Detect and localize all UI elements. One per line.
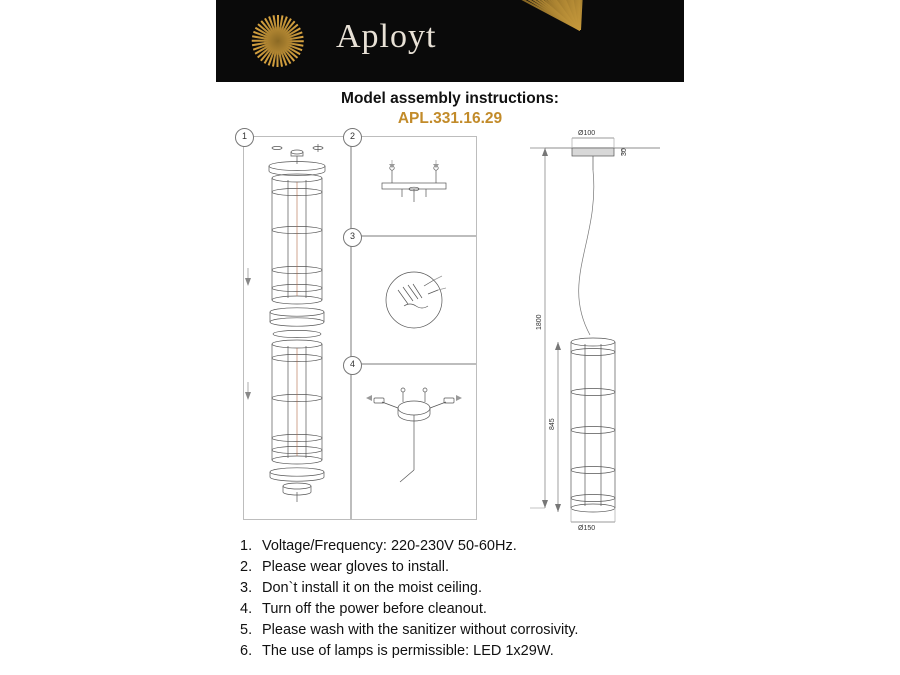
step-number-4: 4 — [343, 356, 362, 375]
dim-shade-diameter: Ø150 — [578, 525, 596, 530]
dimensioned-elevation — [530, 138, 660, 522]
step-number-2: 2 — [343, 128, 362, 147]
list-item-text: Don`t install it on the moist ceiling. — [262, 580, 483, 596]
dim-total-height: 1800 — [536, 314, 543, 330]
dim-shade-height: 845 — [549, 418, 556, 430]
page-title: Model assembly instructions: — [341, 90, 559, 107]
list-item — [240, 620, 760, 641]
list-item-text: Please wash with the sanitizer without corrosivity. — [262, 622, 579, 638]
technical-drawing — [0, 130, 900, 530]
list-item — [240, 557, 760, 578]
list-item-number: 6. — [240, 643, 253, 659]
list-item-text: The use of lamps is permissible: LED 1x29W. — [262, 643, 554, 659]
ceiling-wiring-detail — [386, 272, 446, 328]
model-code: APL.331.16.29 — [397, 110, 503, 127]
canopy-fixing-detail — [366, 388, 462, 482]
instruction-list — [240, 536, 760, 662]
list-item-number: 4. — [240, 601, 253, 617]
step-number-1: 1 — [235, 128, 254, 147]
exploded-lamp-assembly — [245, 144, 325, 502]
list-item — [240, 599, 760, 620]
assembly-diagram — [0, 130, 900, 530]
fan-ray — [579, 0, 586, 30]
list-item-number: 5. — [240, 622, 253, 638]
list-item — [240, 641, 760, 662]
gold-fan-rays-icon — [464, 0, 684, 82]
list-item-text: Turn off the power before cleanout. — [262, 601, 487, 617]
dim-canopy-height: 30 — [621, 148, 628, 156]
list-item-number: 3. — [240, 580, 253, 596]
list-item — [240, 536, 760, 557]
brand-name: Aployt — [336, 18, 437, 55]
list-item-number: 2. — [240, 559, 253, 575]
dim-canopy-diameter: Ø100 — [578, 130, 596, 137]
mounting-bracket-detail — [382, 160, 446, 202]
list-item — [240, 578, 760, 599]
brand-banner — [216, 0, 684, 82]
list-item-text: Please wear gloves to install. — [262, 559, 449, 575]
list-item-number: 1. — [240, 538, 253, 554]
list-item-text: Voltage/Frequency: 220-230V 50-60Hz. — [262, 538, 517, 554]
step-number-3: 3 — [343, 228, 362, 247]
sunburst-logo-icon — [252, 15, 304, 67]
